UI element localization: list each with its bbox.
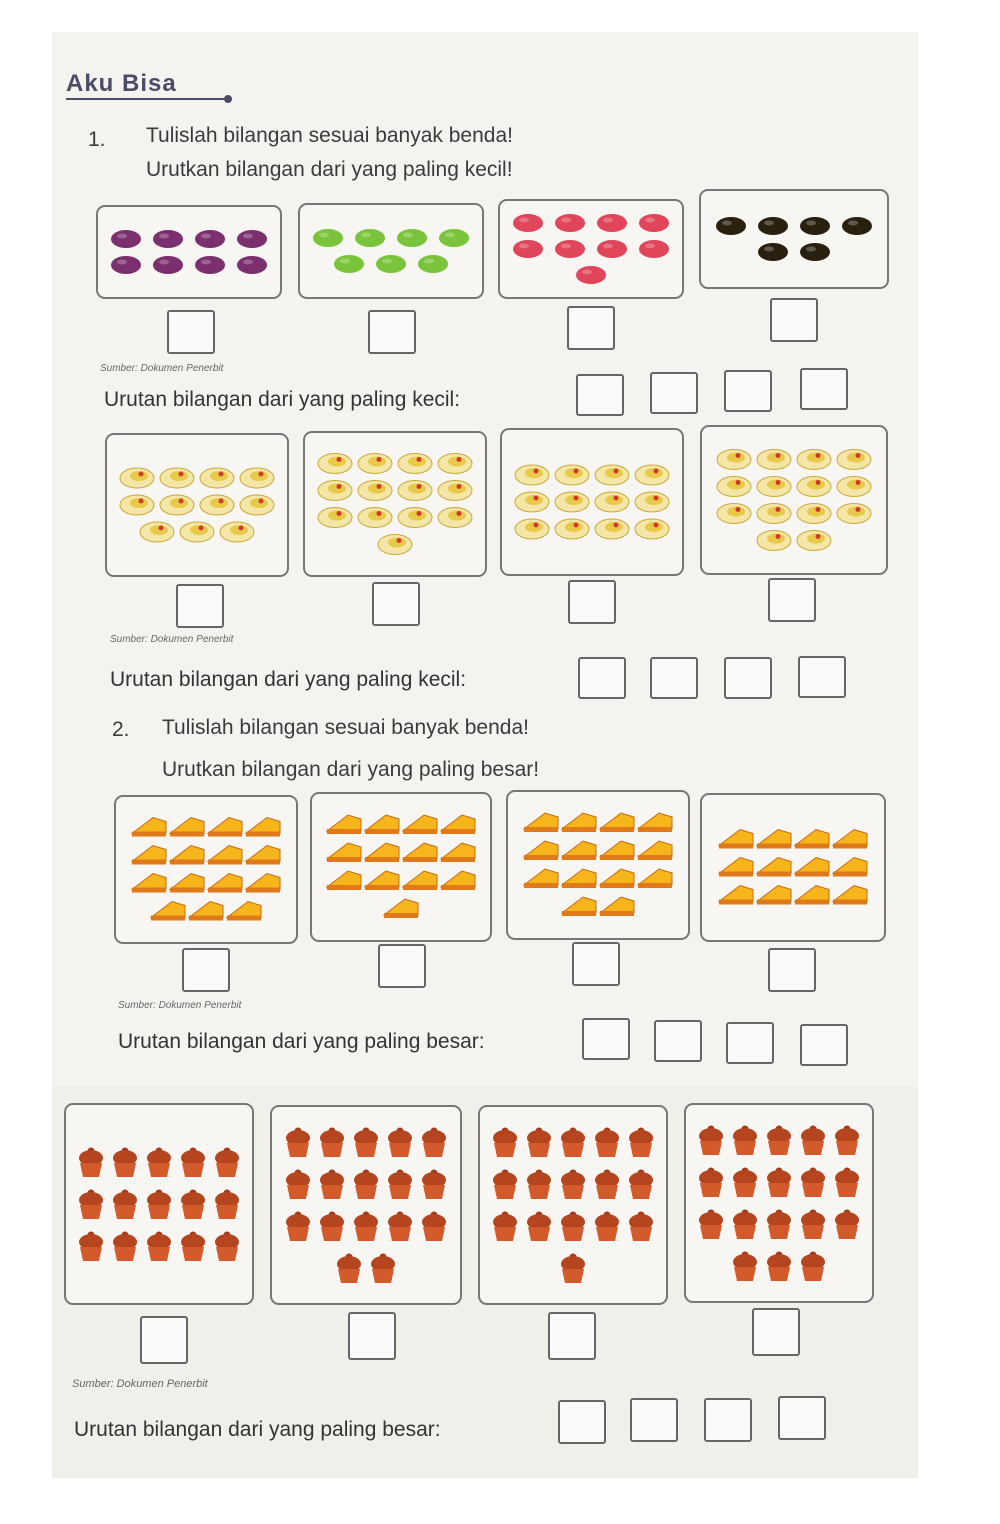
cheese-slice-icon [170,874,204,893]
group4-answer-box-3[interactable] [548,1312,596,1360]
cookie-icon [515,519,549,539]
cupcake-icon [493,1128,517,1158]
cupcake-icon [595,1128,619,1158]
group3-card-2 [310,792,492,942]
cookie-icon [635,519,669,539]
cheese-slice-icon [441,871,475,890]
cookies-11 [107,435,287,575]
cheese-slice-icon [600,869,634,888]
sweet-icon [418,255,448,273]
cookie-icon [515,465,549,485]
cookie-icon [837,477,871,497]
group4-order-box-1[interactable] [558,1400,606,1444]
group4-order-box-2[interactable] [630,1398,678,1442]
cheese-slice-icon [403,871,437,890]
cookie-icon [757,477,791,497]
group4-card-1 [64,1103,254,1305]
cheese-slices-12 [702,795,884,940]
green-sweets-7 [300,205,482,297]
cupcake-icon [320,1128,344,1158]
cookie-icon [180,522,214,542]
cookie-icon [438,481,472,501]
cookie-icon [200,468,234,488]
group3-order-box-4[interactable] [800,1024,848,1066]
cupcake-icon [354,1128,378,1158]
cheese-slices-15 [116,797,296,942]
cookie-icon [358,454,392,474]
sweet-icon [576,266,606,284]
cupcake-icon [767,1168,791,1198]
cookie-icon [515,492,549,512]
cupcake-icon [181,1148,205,1178]
cheese-slice-icon [600,897,634,916]
cupcake-icon [354,1212,378,1242]
sweet-icon [195,256,225,274]
cupcake-icon [801,1126,825,1156]
cookie-icon [555,492,589,512]
cupcake-icon [388,1212,412,1242]
sweet-icon [237,256,267,274]
cupcake-icon [113,1190,137,1220]
cupcake-icon [767,1252,791,1282]
group1-order-box-1[interactable] [576,374,624,416]
cupcake-icon [527,1128,551,1158]
cookie-icon [140,522,174,542]
group1-answer-box-2[interactable] [368,310,416,354]
cheese-slice-icon [524,869,558,888]
cupcake-icon [147,1232,171,1262]
cupcake-icon [767,1210,791,1240]
cheese-slice-icon [132,818,166,837]
group2-order-box-3[interactable] [724,657,772,699]
cookie-icon [757,504,791,524]
purple-sweets-8 [98,207,280,297]
cheese-slices-14 [508,792,688,938]
cheese-slice-icon [246,846,280,865]
group2-order-box-2[interactable] [650,657,698,699]
cheese-slice-icon [246,874,280,893]
cupcakes-16 [480,1107,666,1303]
cupcake-icon [527,1170,551,1200]
group2-answer-box-3[interactable] [568,580,616,624]
group4-card-3 [478,1105,668,1305]
cupcake-icon [733,1252,757,1282]
cheese-slice-icon [403,843,437,862]
group4-order-box-4[interactable] [778,1396,826,1440]
cookie-icon [120,495,154,515]
group3-order-box-3[interactable] [726,1022,774,1064]
q2-instruction-1: Tulislah bilangan sesuai banyak benda! [162,716,529,739]
cupcake-icon [835,1168,859,1198]
cupcake-icon [286,1170,310,1200]
cupcake-icon [215,1190,239,1220]
cookie-icon [200,495,234,515]
cupcake-icon [561,1128,585,1158]
cheese-slice-icon [170,818,204,837]
cheese-slice-icon [562,841,596,860]
group2-order-box-1[interactable] [578,657,626,699]
cookie-icon [438,508,472,528]
cheese-slice-icon [524,813,558,832]
cupcake-icon [801,1252,825,1282]
cupcake-icon [561,1212,585,1242]
order-label-1: Urutan bilangan dari yang paling kecil: [104,388,461,411]
cookie-icon [717,477,751,497]
cheese-slice-icon [562,897,596,916]
cheese-slice-icon [757,886,791,905]
sweet-icon [800,217,830,235]
cupcake-icon [629,1128,653,1158]
cheese-slice-icon [600,841,634,860]
sweet-icon [153,230,183,248]
cookie-icon [438,454,472,474]
cookie-icon [717,504,751,524]
heading-dot [224,95,232,103]
group2-card-4 [700,425,888,575]
cupcake-icon [835,1210,859,1240]
sweet-icon [111,230,141,248]
cheese-slice-icon [208,818,242,837]
cookie-icon [378,535,412,555]
group3-answer-box-1[interactable] [182,948,230,992]
cheese-slice-icon [441,843,475,862]
group4-card-2 [270,1105,462,1305]
cupcake-icon [320,1212,344,1242]
cupcake-icon [422,1170,446,1200]
sweet-icon [513,240,543,258]
sweet-icon [639,240,669,258]
group3-answer-box-4[interactable] [768,948,816,992]
sweet-icon [195,230,225,248]
cookie-icon [717,450,751,470]
section-heading: Aku Bisa [66,70,177,97]
sweet-icon [639,214,669,232]
sweet-icon [376,255,406,273]
group4-order-box-3[interactable] [704,1398,752,1442]
sweet-icon [237,230,267,248]
cheese-slice-icon [365,871,399,890]
cookies-13 [305,433,485,575]
source-caption-4: Sumber: Dokumen Penerbit [72,1378,208,1390]
cheese-slices-13 [312,794,490,940]
cupcake-icon [699,1168,723,1198]
cookie-icon [318,508,352,528]
cupcake-icon [371,1254,395,1284]
cookie-icon [240,468,274,488]
cupcake-icon [801,1210,825,1240]
cupcake-icon [79,1232,103,1262]
source-caption-1: Sumber: Dokumen Penerbit [100,363,224,374]
red-sweets-9 [500,201,682,297]
group2-answer-box-1[interactable] [176,584,224,628]
q1-instruction-2: Urutkan bilangan dari yang paling kecil! [146,158,513,181]
cupcake-icon [733,1210,757,1240]
cookie-icon [220,522,254,542]
order-label-4: Urutan bilangan dari yang paling besar: [74,1418,441,1441]
group3-card-1 [114,795,298,944]
cheese-slice-icon [189,902,223,921]
cookies-12 [502,430,682,574]
group3-card-3 [506,790,690,940]
group4-answer-box-1[interactable] [140,1316,188,1364]
cupcake-icon [181,1190,205,1220]
cookie-icon [318,454,352,474]
source-caption-3: Sumber: Dokumen Penerbit [118,1000,242,1011]
cheese-slice-icon [524,841,558,860]
group2-order-box-4[interactable] [798,656,846,698]
group1-card-2 [298,203,484,299]
cupcake-icon [181,1232,205,1262]
cookie-icon [398,481,432,501]
group2-answer-box-2[interactable] [372,582,420,626]
cheese-slice-icon [638,813,672,832]
cupcake-icon [595,1212,619,1242]
sweet-icon [513,214,543,232]
cheese-slice-icon [757,830,791,849]
cheese-slice-icon [833,886,867,905]
cookie-icon [797,531,831,551]
sweet-icon [842,217,872,235]
sweet-icon [153,256,183,274]
sweet-icon [800,243,830,261]
cupcake-icon [733,1126,757,1156]
cheese-slice-icon [795,886,829,905]
order-label-2: Urutan bilangan dari yang paling kecil: [110,668,467,691]
group1-order-box-2[interactable] [650,372,698,414]
cookies-14 [702,427,886,573]
cupcake-icon [422,1128,446,1158]
cookie-icon [358,481,392,501]
cupcake-icon [422,1212,446,1242]
cheese-slice-icon [562,869,596,888]
sweet-icon [439,229,469,247]
cheese-slice-icon [833,830,867,849]
sweet-icon [313,229,343,247]
cookie-icon [595,492,629,512]
cupcake-icon [561,1170,585,1200]
order-label-3: Urutan bilangan dari yang paling besar: [118,1030,485,1053]
sweet-icon [597,240,627,258]
group2-answer-box-4[interactable] [768,578,816,622]
cheese-slice-icon [795,858,829,877]
cupcake-icon [493,1212,517,1242]
sweet-icon [758,217,788,235]
cupcake-icon [286,1212,310,1242]
cheese-slice-icon [638,869,672,888]
q2-number: 2. [112,718,130,741]
sweet-icon [555,240,585,258]
cupcake-icon [147,1190,171,1220]
group2-card-1 [105,433,289,577]
cookie-icon [837,450,871,470]
group1-answer-box-4[interactable] [770,298,818,342]
group2-card-2 [303,431,487,577]
cookie-icon [595,519,629,539]
source-caption-2: Sumber: Dokumen Penerbit [110,634,234,645]
cheese-slice-icon [151,902,185,921]
group3-order-box-2[interactable] [654,1020,702,1062]
cookie-icon [837,504,871,524]
cookie-icon [555,465,589,485]
cheese-slice-icon [403,815,437,834]
cheese-slice-icon [795,830,829,849]
group1-answer-box-3[interactable] [567,306,615,350]
cheese-slice-icon [600,813,634,832]
cupcake-icon [835,1126,859,1156]
sweet-icon [758,243,788,261]
group1-card-3 [498,199,684,299]
cupcake-icon [215,1148,239,1178]
cookie-icon [635,492,669,512]
cupcake-icon [388,1128,412,1158]
cupcake-icon [286,1128,310,1158]
group1-order-box-4[interactable] [800,368,848,410]
cheese-slice-icon [327,843,361,862]
group3-card-4 [700,793,886,942]
cheese-slice-icon [170,846,204,865]
cupcakes-18 [686,1105,872,1301]
cupcake-icon [595,1170,619,1200]
cookie-icon [757,531,791,551]
cupcakes-17 [272,1107,460,1303]
cheese-slice-icon [719,858,753,877]
cupcake-icon [699,1210,723,1240]
cookie-icon [398,454,432,474]
heading-underline [66,98,226,100]
group1-card-4 [699,189,889,289]
cupcake-icon [561,1254,585,1284]
group4-card-4 [684,1103,874,1303]
group4-answer-box-2[interactable] [348,1312,396,1360]
cookie-icon [595,465,629,485]
cupcakes-15 [66,1105,252,1303]
cheese-slice-icon [246,818,280,837]
cookie-icon [635,465,669,485]
cookie-icon [757,450,791,470]
group2-card-3 [500,428,684,576]
cupcake-icon [527,1212,551,1242]
cookie-icon [555,519,589,539]
cookie-icon [797,450,831,470]
cupcake-icon [113,1232,137,1262]
cookie-icon [318,481,352,501]
cupcake-icon [215,1232,239,1262]
sweet-icon [597,214,627,232]
q2-instruction-2: Urutkan bilangan dari yang paling besar! [162,758,540,781]
cheese-slice-icon [719,830,753,849]
cupcake-icon [147,1148,171,1178]
sweet-icon [111,256,141,274]
cookie-icon [398,508,432,528]
cheese-slice-icon [227,902,261,921]
group4-answer-box-4[interactable] [752,1308,800,1356]
cookie-icon [160,468,194,488]
cheese-slice-icon [365,815,399,834]
group3-answer-box-2[interactable] [378,944,426,988]
cheese-slice-icon [132,874,166,893]
group1-card-1 [96,205,282,299]
cupcake-icon [79,1148,103,1178]
cupcake-icon [337,1254,361,1284]
sweet-icon [397,229,427,247]
cheese-slice-icon [719,886,753,905]
cupcake-icon [801,1168,825,1198]
cookie-icon [160,495,194,515]
q1-number: 1. [88,128,106,151]
group3-answer-box-3[interactable] [572,942,620,986]
cheese-slice-icon [384,899,418,918]
cheese-slice-icon [638,841,672,860]
cupcake-icon [629,1212,653,1242]
cupcake-icon [767,1126,791,1156]
cheese-slice-icon [132,846,166,865]
cupcake-icon [733,1168,757,1198]
group1-answer-box-1[interactable] [167,310,215,354]
cookie-icon [797,504,831,524]
cupcake-icon [388,1170,412,1200]
cupcake-icon [629,1170,653,1200]
sweet-icon [334,255,364,273]
black-sweets-6 [701,191,887,287]
cheese-slice-icon [833,858,867,877]
cheese-slice-icon [327,871,361,890]
cookie-icon [358,508,392,528]
group3-order-box-1[interactable] [582,1018,630,1060]
cheese-slice-icon [757,858,791,877]
cupcake-icon [493,1170,517,1200]
cheese-slice-icon [327,815,361,834]
cheese-slice-icon [208,846,242,865]
sweet-icon [555,214,585,232]
cookie-icon [240,495,274,515]
cheese-slice-icon [441,815,475,834]
cheese-slice-icon [562,813,596,832]
cupcake-icon [113,1148,137,1178]
sweet-icon [355,229,385,247]
q1-instruction-1: Tulislah bilangan sesuai banyak benda! [146,124,513,147]
cookie-icon [797,477,831,497]
cookie-icon [120,468,154,488]
cupcake-icon [354,1170,378,1200]
cupcake-icon [699,1126,723,1156]
sweet-icon [716,217,746,235]
cupcake-icon [320,1170,344,1200]
group1-order-box-3[interactable] [724,370,772,412]
cupcake-icon [79,1190,103,1220]
cheese-slice-icon [365,843,399,862]
cheese-slice-icon [208,874,242,893]
